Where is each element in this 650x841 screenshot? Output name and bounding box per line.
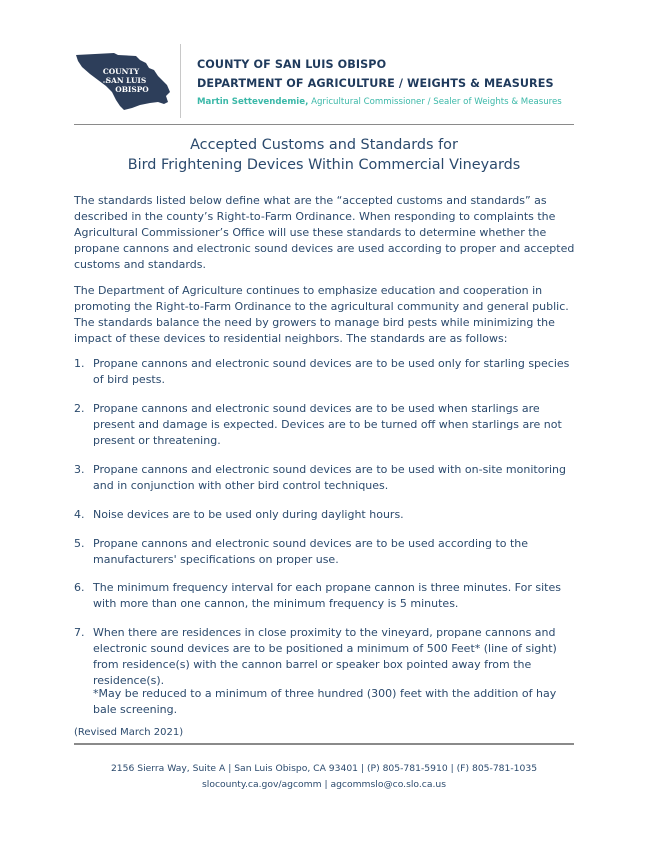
item-text: Propane cannons and electronic sound devices are to be used only for starling species of bird pests. [93,357,570,386]
county-name: COUNTY OF SAN LUIS OBISPO [197,58,387,71]
item-number: 4. [74,508,85,521]
title-line-1: Accepted Customs and Standards for [190,137,458,153]
footer-web-email: slocounty.ca.gov/agcomm | agcommslo@co.slo.ca.us [201,779,447,790]
department-name: DEPARTMENT OF AGRICULTURE / WEIGHTS & MEASURES [197,77,554,90]
intro-paragraph: The standards listed below define what are the “accepted customs and standards” as described in the county’s Right-to-Farm Ordinance. When responding to complaints the Agricultural Commissioner’s Office will use these standards to determine whether the propane cannons and electronic sound devices are used according to proper and accepted customs and standards. [74,194,575,271]
document-title [74,135,574,175]
item-number: 5. [74,537,85,550]
item-text: Propane cannons and electronic sound devices are to be used with on-site monitoring and in conjunction with other bird control techniques. [93,463,566,492]
item-number: 1. [74,357,85,370]
footnote: *May be reduced to a minimum of three hundred (300) feet with the addition of hay bale screening. [93,687,557,716]
standard-item [74,580,579,612]
title-line-2: Bird Frightening Devices Within Commercial Vineyards [127,157,521,173]
purpose-paragraph: The Department of Agriculture continues to emphasize education and cooperation in promoting the Right-to-Farm Ordinance to the agricultural community and general public. The standards balance the need by growers to manage bird pests while minimizing the impact of these devices to residential neighbors. The standards are as follows: [74,284,569,345]
commissioner-title: Agricultural Commissioner / Sealer of Weights & Measures [308,97,562,107]
commissioner-line [197,94,562,110]
item-number: 3. [74,463,85,476]
standard-item [74,507,579,523]
standard-item [74,536,579,568]
svg-text:of: of [103,79,107,84]
standard-item [74,462,579,494]
header-divider [180,44,181,118]
svg-text:COUNTY: COUNTY [102,67,140,76]
svg-text:OBISPO: OBISPO [115,85,149,94]
svg-text:SAN LUIS: SAN LUIS [105,76,147,85]
header-rule [74,124,574,125]
item-number: 7. [74,626,85,639]
item-text: Propane cannons and electronic sound devices are to be used when starlings are present and damage is expected. Devices are to be turned off when starlings are not present or threatening. [93,402,562,447]
organization-block [197,55,562,110]
footer-address: 2156 Sierra Way, Suite A | San Luis Obispo, CA 93401 | (P) 805-781-5910 | (F) 805-781-1035 [110,763,538,774]
letterhead [0,0,650,125]
footer-rule [74,743,574,745]
county-map-logo-icon [74,52,174,112]
revision-date: (Revised March 2021) [74,727,184,738]
item-number: 2. [74,402,85,415]
standard-item [74,401,579,449]
item-text: Propane cannons and electronic sound devices are to be used according to the manufacturers' specifications on proper use. [93,537,529,566]
item-text: Noise devices are to be used only during daylight hours. [93,508,404,521]
item-text: When there are residences in close proximity to the vineyard, propane cannons and electronic sound devices are to be positioned a minimum of 500 Feet* (line of sight) from residence(s) with the cannon barrel or speaker box pointed away from the residence(s). [93,626,557,687]
standard-item [74,356,579,388]
item-text: The minimum frequency interval for each propane cannon is three minutes. For sites with more than one cannon, the minimum frequency is 5 minutes. [93,581,561,610]
standard-item [74,625,579,689]
item-number: 6. [74,581,85,594]
commissioner-name: Martin Settevendemie, [197,97,309,107]
footer-contact [74,761,574,793]
